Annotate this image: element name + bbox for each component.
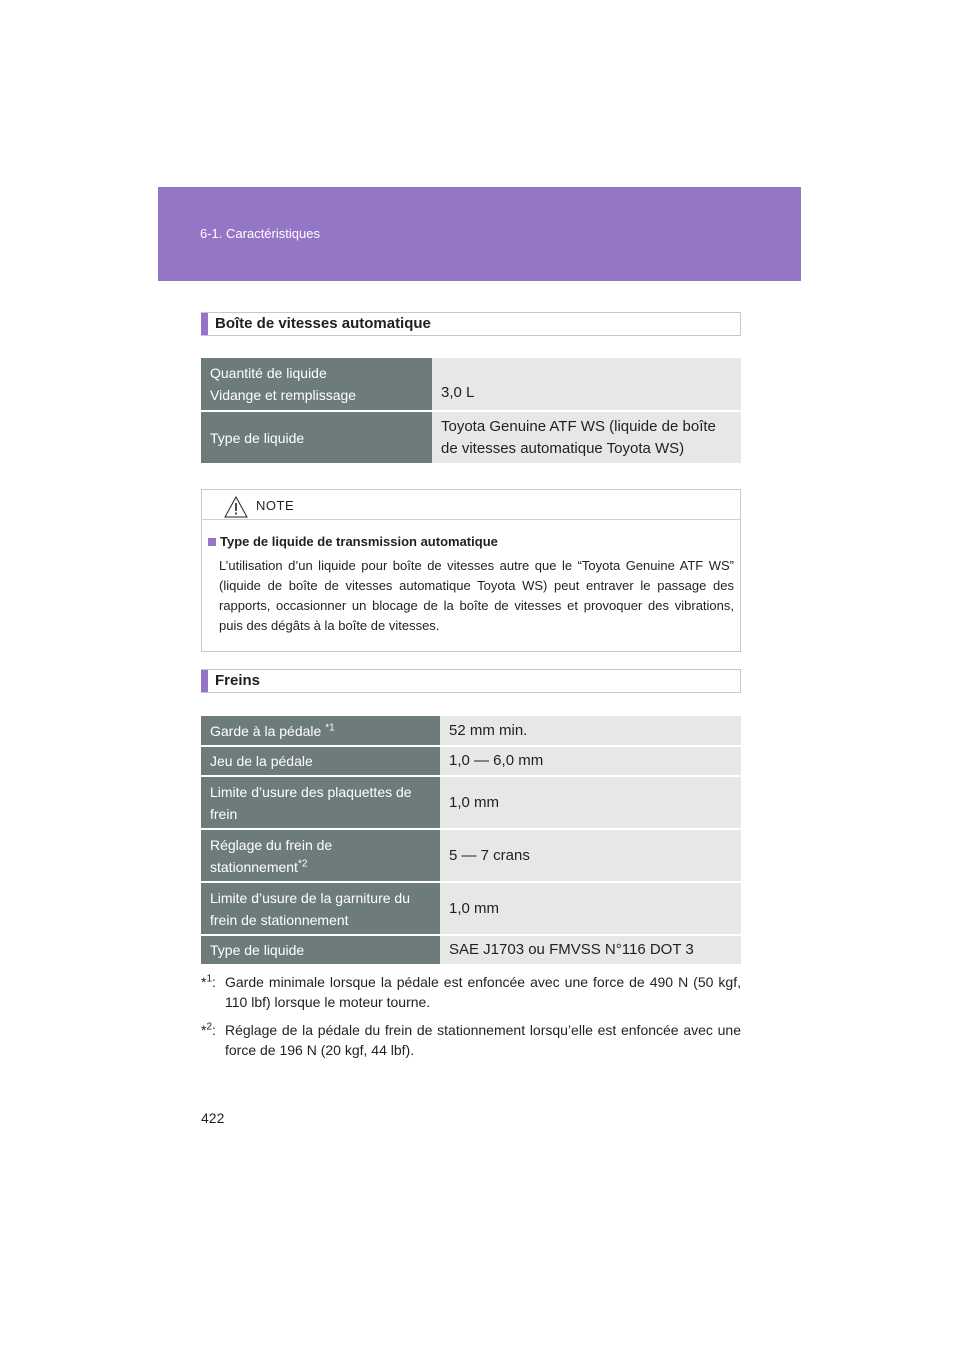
spec-label (201, 716, 440, 746)
page-number: 422 (201, 1110, 225, 1126)
spec-label: Jeu de la pédale (201, 746, 440, 776)
table-row (201, 829, 741, 882)
section-title: Freins (215, 672, 261, 689)
spec-label-text: stationnement (210, 858, 298, 875)
spec-value: 1,0 mm (440, 882, 741, 935)
note-box (201, 489, 741, 652)
table-row (201, 716, 741, 746)
footnote-text: Réglage de la pédale du frein de stationnement lorsqu’elle est enfoncée avec une force de 196 N (20 kgf, 44 lbf). (225, 1022, 741, 1058)
footnote-text: Garde minimale lorsque la pédale est enfoncée avec une force de 490 N (50 kgf, 110 lbf) lorsque le moteur tourne. (225, 974, 741, 1010)
table-row (201, 746, 741, 776)
chapter-title: 6-1. Caractéristiques (200, 226, 320, 241)
table-row (201, 935, 741, 965)
note-body: L’utilisation d’un liquide pour boîte de vitesses autre que le “Toyota Genuine ATF WS” (liquide de boîte de vitesses automatique Toyota WS) peut entraver le passage des rapports, occasionner un blocage de la boîte de vitesses et provoquer des vibrations, puis des dégâts à la boîte de vitesses. (219, 558, 734, 633)
section-heading-brakes (201, 669, 741, 693)
table-row (201, 776, 741, 829)
spec-label-line: Réglage du frein de (210, 836, 333, 853)
footnote (201, 972, 741, 1012)
spec-value: 1,0 mm (440, 776, 741, 829)
spec-label: Type de liquide (201, 411, 432, 464)
table-row (201, 882, 741, 935)
section-bar (201, 313, 208, 335)
section-bar (201, 670, 208, 692)
footnote-marker: *$^2$: (201, 1021, 216, 1038)
note-header (202, 490, 740, 520)
spec-value: 52 mm min. (440, 716, 741, 746)
section-heading-transmission (201, 312, 741, 336)
spec-label: Limite d’usure de la garniture du frein de stationnement (201, 882, 440, 935)
spec-label: Limite d’usure des plaquettes de frein (201, 776, 440, 829)
chapter-header (158, 187, 801, 281)
spec-value: 1,0 — 6,0 mm (440, 746, 741, 776)
spec-label (201, 358, 432, 411)
table-row (201, 411, 741, 464)
spec-label (201, 829, 440, 882)
spec-label-line (210, 856, 440, 878)
spec-label-text: Garde à la pédale (210, 722, 326, 739)
spec-value-text: 3,0 L (441, 384, 475, 401)
brakes-spec-table (201, 716, 741, 966)
spec-label: Type de liquide (201, 935, 440, 965)
spec-value: Toyota Genuine ATF WS (liquide de boîte de vitesses automatique Toyota WS) (432, 411, 741, 464)
spec-label-line: Vidange et remplissage (210, 387, 357, 403)
note-subtitle (208, 534, 498, 549)
footnote (201, 1020, 741, 1060)
spec-value (432, 358, 741, 411)
spec-value: SAE J1703 ou FMVSS N°116 DOT 3 (440, 935, 741, 965)
spec-value: 5 — 7 crans (440, 829, 741, 882)
spec-label-line: Quantité de liquide (210, 365, 327, 381)
note-subtitle-text: Type de liquide de transmission automatique (220, 534, 498, 549)
footnote-mark: *1 (325, 721, 335, 733)
footnote-mark: *2 (297, 857, 308, 869)
square-bullet-icon (208, 538, 216, 546)
note-title: NOTE (256, 498, 295, 513)
table-row (201, 358, 741, 411)
warning-icon (224, 496, 248, 523)
section-title: Boîte de vitesses automatique (215, 315, 431, 332)
transmission-spec-table (201, 358, 741, 465)
footnote-marker: *$^1$: (201, 973, 216, 990)
